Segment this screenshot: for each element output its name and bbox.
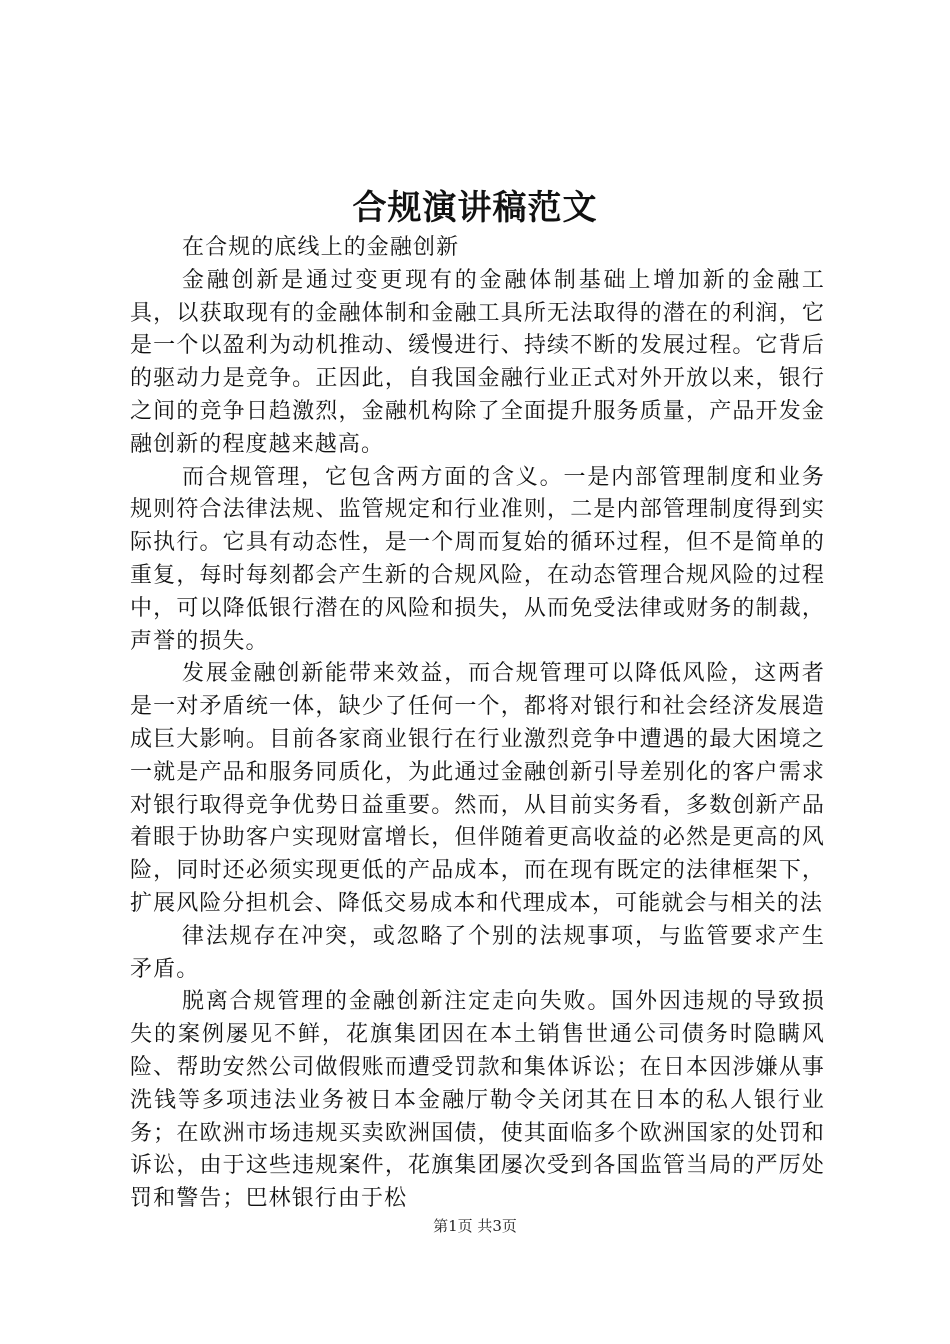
page-number-footer: 第1页 共3页 — [433, 1217, 517, 1235]
body-paragraph: 律法规存在冲突，或忽略了个别的法规事项，与监管要求产生矛盾。 — [130, 923, 825, 982]
body-paragraph: 脱离合规管理的金融创新注定走向失败。国外因违规的导致损失的案例屡见不鲜，花旗集团因在本土销售世通公司债务时隐瞒风险、帮助安然公司做假账而遭受罚款和集体诉讼；在日本因涉嫌从事洗钱等多项违法业务被日本金融厅勒令关闭其在日本的私人银行业务；在欧洲市场违规买卖欧洲国债，使其面临多个欧洲国家的处罚和诉讼，由于这些违规案件，花旗集团屡次受到各国监管当局的严厉处罚和警告；巴林银行由于松 — [130, 989, 825, 1212]
body-paragraph: 金融创新是通过变更现有的金融体制基础上增加新的金融工具，以获取现有的金融体制和金融工具所无法取得的潜在的利润，它是一个以盈利为动机推动、缓慢进行、持续不断的发展过程。它背后的驱动力是竞争。正因此，自我国金融行业正式对外开放以来，银行之间的竞争日趋激烈，金融机构除了全面提升服务质量，产品开发金融创新的程度越来越高。 — [130, 267, 825, 457]
body-paragraph: 发展金融创新能带来效益，而合规管理可以降低风险，这两者是一对矛盾统一体，缺少了任何一个，都将对银行和社会经济发展造成巨大影响。目前各家商业银行在行业激烈竞争中遭遇的最大困境之一就是产品和服务同质化，为此通过金融创新引导差别化的客户需求对银行取得竞争优势日益重要。然而，从目前实务看，多数创新产品着眼于协助客户实现财富增长，但伴随着更高收益的必然是更高的风险，同时还必须实现更低的产品成本，而在现有既定的法律框架下，扩展风险分担机会、降低交易成本和代理成本，可能就会与相关的法 — [130, 661, 825, 916]
document-title: 合规演讲稿范文 — [352, 188, 598, 228]
body-paragraph: 而合规管理，它包含两方面的含义。一是内部管理制度和业务规则符合法律法规、监管规定和行业准则，二是内部管理制度得到实际执行。它具有动态性，是一个周而复始的循环过程，但不是简单的重复，每时每刻都会产生新的合规风险，在动态管理合规风险的过程中，可以降低银行潜在的风险和损失，从而免受法律或财务的制裁，声誉的损失。 — [130, 464, 825, 654]
document-body — [130, 232, 825, 1216]
subtitle-paragraph: 在合规的底线上的金融创新 — [182, 235, 460, 260]
